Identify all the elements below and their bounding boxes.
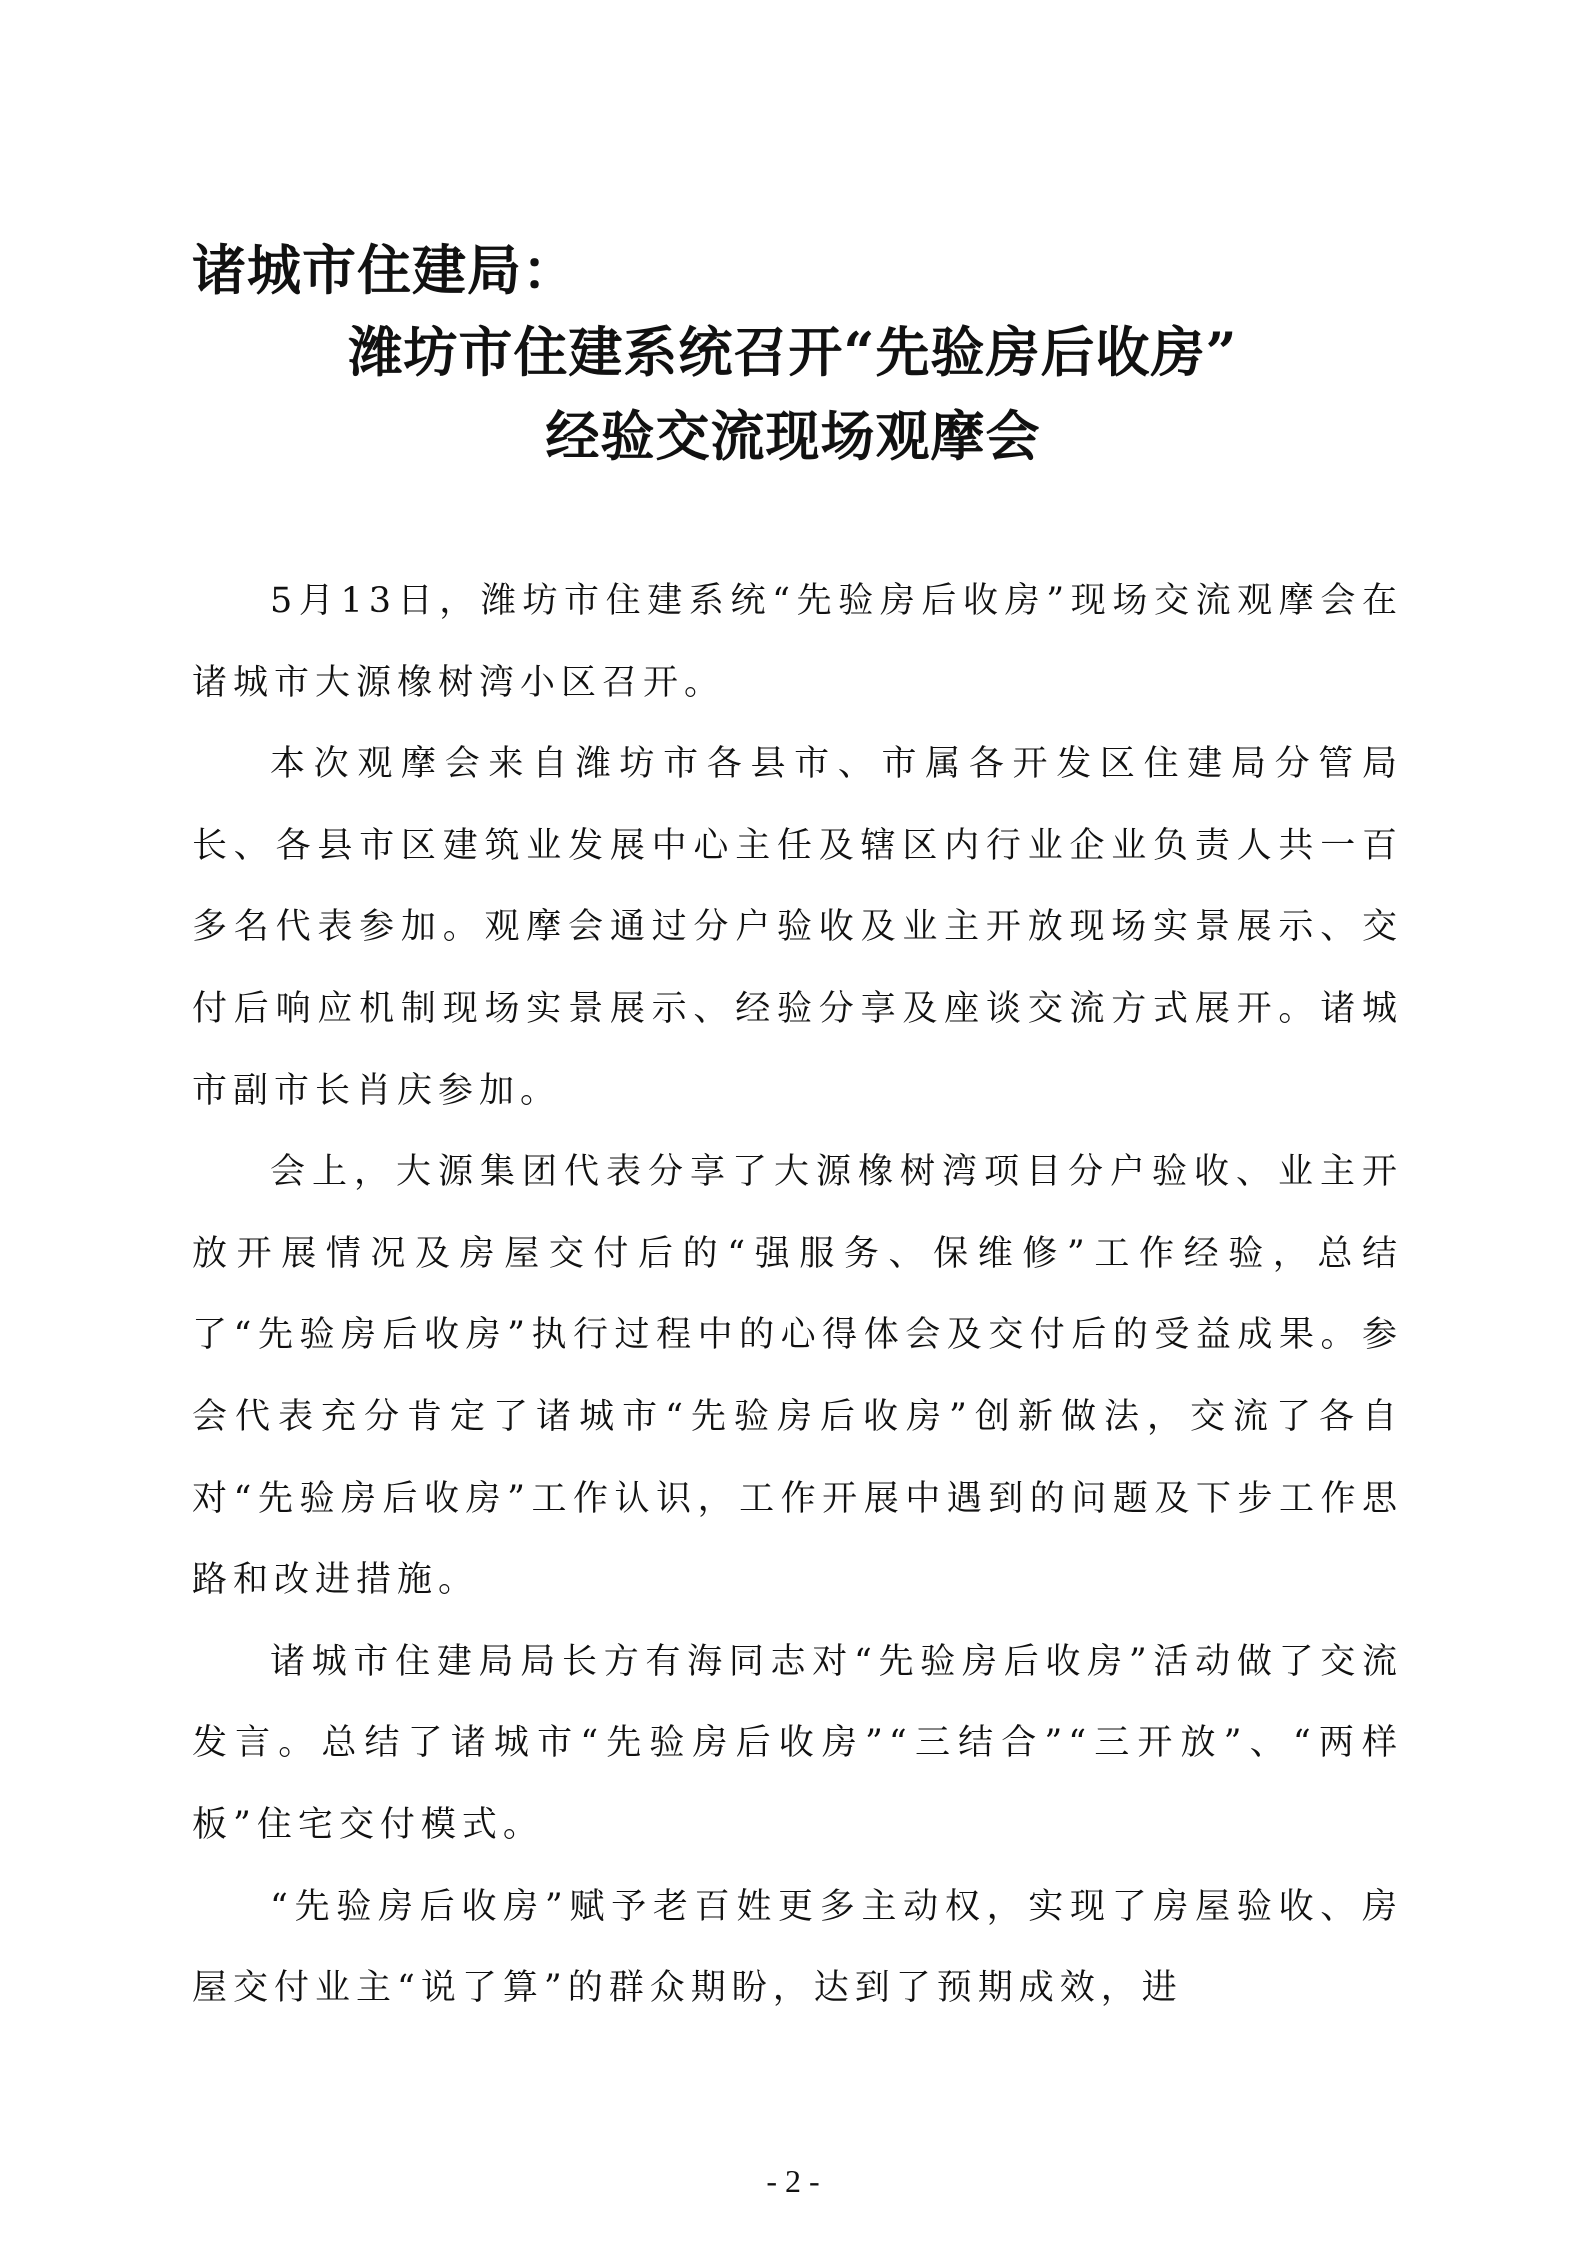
paragraph-2: 本次观摩会来自潍坊市各县市、市属各开发区住建局分管局长、各县市区建筑业发展中心主任及辖区内行业企业负责人共一百多名代表参加。观摩会通过分户验收及业主开放现场实景展示、交付后响应机制现场实景展示、经验分享及座谈交流方式展开。诸城市副市长肖庆参加。 bbox=[192, 744, 1403, 1111]
title-line-2: 经验交流现场观摩会 bbox=[545, 404, 1041, 468]
organization-heading: 诸城市住建局： bbox=[192, 238, 577, 302]
paragraph-1: 5月13日，潍坊市住建系统“先验房后收房”现场交流观摩会在诸城市大源橡树湾小区召开。 bbox=[192, 581, 1403, 703]
paragraph-5: “先验房后收房”赋予老百姓更多主动权，实现了房屋验收、房屋交付业主“说了算”的群众期盼，达到了预期成效，进 bbox=[192, 1886, 1403, 2009]
body-text bbox=[192, 561, 1403, 2030]
paragraph-4: 诸城市住建局局长方有海同志对“先验房后收房”活动做了交流发言。总结了诸城市“先验房后收房”“三结合”“三开放”、“两样板”住宅交付模式。 bbox=[192, 1641, 1403, 1845]
page-number: - 2 - bbox=[766, 2163, 820, 2199]
paragraph-3: 会上，大源集团代表分享了大源橡树湾项目分户验收、业主开放开展情况及房屋交付后的“强服务、保维修”工作经验，总结了“先验房后收房”执行过程中的心得体会及交付后的受益成果。参会代表充分肯定了诸城市“先验房后收房”创新做法，交流了各自对“先验房后收房”工作认识，工作开展中遇到的问题及下步工作思路和改进措施。 bbox=[192, 1152, 1403, 1601]
title-line-1: 潍坊市住建系统召开“先验房后收房” bbox=[348, 320, 1238, 384]
